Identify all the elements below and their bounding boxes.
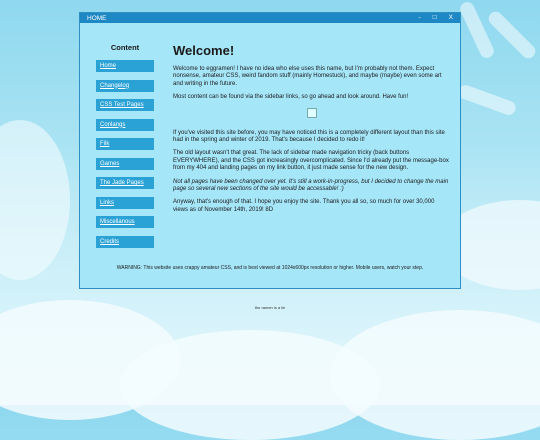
sidebar-hint-paragraph: Most content can be found via the sidebar links, so go ahead and look around. Have fun! xyxy=(173,94,409,101)
sidebar-item-changelog[interactable]: Changelog xyxy=(96,80,154,92)
sidebar-item-filk[interactable]: Filk xyxy=(96,138,154,150)
background-sun-ray xyxy=(456,83,517,117)
sidebar-item-miscellanous[interactable]: Miscellanous xyxy=(96,216,154,228)
sidebar-item-games[interactable]: Games xyxy=(96,158,154,170)
sidebar xyxy=(90,43,160,255)
main-content xyxy=(173,43,451,220)
window-title: HOME xyxy=(87,14,107,22)
window-controls xyxy=(419,13,453,23)
maximize-button[interactable]: □ xyxy=(432,14,437,21)
background-sun-ray xyxy=(458,0,496,60)
background-cloud xyxy=(0,120,70,280)
sidebar-item-conlangs[interactable]: Conlangs xyxy=(96,119,154,131)
sidebar-item-credits[interactable]: Credits xyxy=(96,236,154,248)
sidebar-item-jade-pages[interactable]: The Jade Pages xyxy=(96,177,154,189)
footer-text: the ramen is a lie xyxy=(254,305,286,310)
redesign-paragraph: If you've visited this site before, you may have noticed this is a completely different layout than this site had in the spring and winter of 2019. That's because I decided to redo it! xyxy=(173,129,445,144)
background-sun-ray xyxy=(486,9,538,61)
page-title: Welcome! xyxy=(173,43,235,58)
sidebar-item-home[interactable]: Home xyxy=(96,60,154,72)
work-in-progress-paragraph: Not all pages have been changed over yet. It's still a work-in-progress, but I decided to change the main page so several new sections of the site would be accessable! :) xyxy=(173,178,449,193)
background-cloud xyxy=(330,310,540,440)
close-button[interactable]: X xyxy=(448,14,453,21)
window-titlebar[interactable] xyxy=(80,13,460,23)
resolution-warning: WARNING: This website uses crappy amateur CSS, and is best viewed at 1024x600px resolution or higher. Mobile users, watch your step. xyxy=(116,265,424,271)
broken-image-icon xyxy=(307,108,317,118)
home-window xyxy=(79,12,461,289)
intro-paragraph: Welcome to eggramen! I have no idea who else uses this name, but I'm probably not them. Expect nonsense, amateur CSS, weird fandom stuff (mainly Homestuck), and maybe (maybe) even some art and writing in the future. xyxy=(173,66,442,87)
minimize-button[interactable]: - xyxy=(418,14,421,21)
sidebar-item-css-test-pages[interactable]: CSS Test Pages xyxy=(96,99,154,111)
old-layout-paragraph: The old layout wasn't that great. The lack of sidebar made navigation tricky (back buttons EVERYWHERE), and the CSS got increasingly overcomplicated. Since I'd already put the message-box from my 404 and landing pages on my link button, it just made sense for the new design. xyxy=(173,150,449,172)
thanks-paragraph: Anyway, that's enough of that. I hope you enjoy the site. Thank you all so, so much for over 30,000 views as of November 14th, 2019! 8D xyxy=(173,199,435,213)
sidebar-heading: Content xyxy=(110,43,140,52)
sidebar-item-links[interactable]: Links xyxy=(96,197,154,209)
